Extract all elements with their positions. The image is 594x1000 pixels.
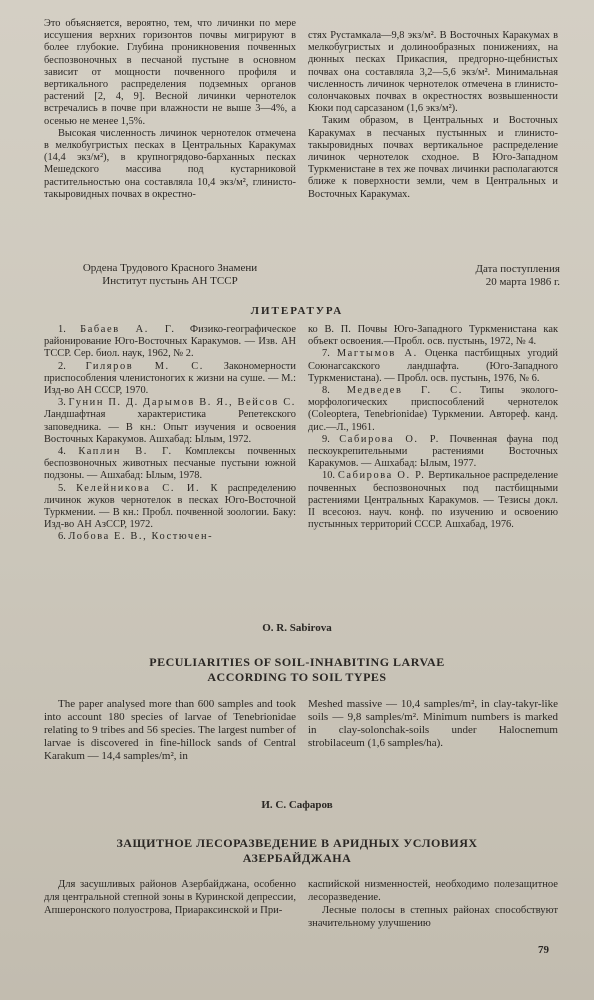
received-value: 20 марта 1986 г. — [485, 275, 560, 288]
reference-item — [44, 361, 296, 398]
reference-text: Закономерности приспособления членистоногих к жизни на суше. — М.: Изд-во АН СССР, 1970. — [44, 360, 296, 397]
reference-number: 6. — [58, 531, 66, 543]
paragraph: The paper analysed more than 600 samples and took into account 180 species of larvae of Tenebrionidae relating to 9 tribes and 56 species. The largest number of larvae is discovered in fine-hillock sands of Central Karakum — 14,4 samples/m², in — [44, 698, 296, 762]
affiliation-line: Институт пустынь АН ТССР — [102, 274, 238, 287]
paragraph: Это объясняется, вероятно, тем, что личинки по мере иссушения верхних горизонтов почвы мигрируют в более глубокие. Глубина проникновения почвенных беспозвоночных в песчаной пустыне в основном зависит от мощности почвенного профиля и вертикального распределения подземных органов растений [2, 4, 9]. Весной личинки чернотелок встречались в почве при влажности не выше 3—4%, а осенью не менее 1,5%. — [44, 18, 296, 127]
abstract-title-line: PECULIARITIES OF SOIL-INHABITING LARVAE — [149, 655, 445, 669]
reference-item — [308, 434, 558, 471]
intro-right-column — [308, 30, 558, 201]
reference-author: Каплин В. Г. — [78, 446, 173, 458]
reference-number: 2. — [58, 360, 66, 372]
literature-heading: ЛИТЕРАТУРА — [250, 305, 344, 317]
next-article-left-column — [44, 878, 296, 917]
intro-left-column — [44, 18, 296, 201]
next-article-title-line: ЗАЩИТНОЕ ЛЕСОРАЗВЕДЕНИЕ В АРИДНЫХ УСЛОВИЯХ — [116, 836, 478, 850]
reference-author: Гиляров М. С. — [85, 360, 204, 372]
paragraph: Лесные полосы в степных районах способствуют значительному улучшению — [308, 905, 558, 929]
reference-item — [308, 385, 558, 434]
paragraph: Высокая численность личинок чернотелок отмечена в мелкобугристых песках в Центральных Каракумах (14,4 экз/м²), в крупногрядово-барханных песках Мешедского массива под кустарниковой растительностью она составляла 10,4 экз/м², глинисто-такыровидных почвах в окрестно- — [44, 127, 296, 200]
reference-number: 9. — [322, 433, 330, 445]
reference-text: К распределению личинок жуков чернотелок в песках Юго-Восточной Туркмении. — В кн.: Пробл. почвенной зоологии. Баку: Изд-во АН АзССР, 1972. — [44, 482, 296, 531]
reference-text: Типы эколого-морфологических приспособлений чернотелок (Coleoptera, Tenebrionidae) Туркмении. Автореф. канд. дис.—Л., 1961. — [308, 385, 558, 433]
reference-number: 10. — [322, 470, 335, 482]
next-article-title-line: АЗЕРБАЙДЖАНА — [242, 851, 352, 865]
reference-number: 3. — [58, 397, 66, 409]
reference-item — [44, 324, 296, 361]
paragraph: Meshed massive — 10,4 samples/m², in clay-takyr-like soils — 9,8 samples/m². Minimum numbers is marked in clay-solonchak-soils under Halocnemum strobilaceum (1,6 samples/ha). — [308, 698, 558, 749]
abstract-author: O. R. Sabirova — [262, 622, 332, 634]
affiliation — [50, 262, 290, 287]
paragraph: стях Рустамкала—9,8 экз/м². В Восточных Каракумах в мелкобугристых и долинообразных понижениях, на дюнных песках Прикаспия, предгорно-щебнистых почвах она составляла 3,2—5,6 экз/м². Минимальная численность личинок чернотелок отмечена в глинисто-солончаковых почвах в окрестностях возвышенности Кюки под сарсазаном (1,6 экз/м²). — [308, 30, 558, 115]
reference-item — [44, 446, 296, 483]
reference-author: Магтымов А. — [336, 348, 418, 360]
affiliation-line: Ордена Трудового Красного Знамени — [82, 262, 258, 274]
next-article-author: И. С. Сафаров — [261, 799, 333, 811]
reference-item — [44, 483, 296, 532]
next-article-right-column — [308, 878, 558, 930]
reference-author: Бабаев А. Г. — [80, 324, 176, 335]
reference-author: Келейникова С. И. — [76, 482, 201, 494]
references-left-column — [44, 324, 296, 544]
reference-item — [44, 531, 296, 543]
received-date — [420, 263, 560, 288]
reference-number: 1. — [58, 324, 66, 335]
reference-author: Лобова Е. В., Костючен- — [68, 531, 214, 543]
abstract-left-column — [44, 698, 296, 763]
reference-text: Почвенная фауна под пескоукрепительными растениями Восточных Каракумов. — Ашхабад: Ылым, 1977. — [308, 433, 558, 470]
reference-number: 7. — [322, 348, 330, 360]
page-number: 79 — [538, 944, 549, 956]
reference-number: 8. — [322, 385, 330, 397]
reference-text: Оценка пастбищных угодий Союнагсакского ландшафта. (Юго-Западного Туркменистана). — Пробл. осв. пустынь, 1976, № 6. — [308, 348, 558, 384]
abstract-title — [0, 655, 594, 685]
reference-number: 5. — [58, 482, 66, 494]
abstract-title-line: ACCORDING TO SOIL TYPES — [207, 670, 387, 684]
reference-text: Физико-географическое районирование Юго-Восточных Каракумов. — Изв. АН ТССР. Сер. биол. наук, 1962, № 2. — [44, 324, 296, 360]
reference-number: 4. — [58, 446, 66, 458]
reference-item — [44, 397, 296, 446]
reference-item — [308, 324, 558, 348]
reference-text: Вертикальное распределение почвенных беспозвоночных под пастбищными растениями Центральных Каракумов. — Тезисы докл. II всесоюз. науч. конф. по изучению и освоению пустынных территорий СССР. Ашхабад, 1976. — [308, 470, 558, 531]
reference-item — [308, 348, 558, 385]
reference-author: Сабирова О. Р. — [337, 470, 426, 482]
reference-text: ко В. П. Почвы Юго-Западного Туркменистана как объект освоения.—Пробл. осв. пустынь, 1972, № 4. — [308, 324, 558, 348]
paragraph: Для засушливых районов Азербайджана, особенно для центральной степной зоны в Куринской депрессии, Апшеронского полуострова, Приараксинской и При- — [44, 879, 296, 916]
paragraph: Таким образом, в Центральных и Восточных Каракумах в песчаных пустынных и глинисто-такыровидных почвах вертикальное распределение личинок чернотелок сходное. В Юго-Западном Туркменистане в тех же почвах личинки располагаются ближе к поверхности земли, чем в Центральных и Восточных Каракумах. — [308, 115, 558, 200]
reference-text: Ландшафтная характеристика Репетекского заповедника. — В кн.: Опыт изучения и освоения Восточных Каракумов. Ашхабад: Ылым, 1972. — [44, 409, 296, 445]
reference-text: Комплексы почвенных беспозвоночных животных песчаные пустыни южной подзоны. — Ашхабад: Ылым, 1978. — [44, 446, 296, 482]
abstract-right-column — [308, 698, 558, 750]
next-article-title — [0, 836, 594, 866]
reference-author: Гунин П. Д. Дарымов В. Я., Вейсов С. — [68, 397, 296, 409]
references-right-column — [308, 324, 558, 531]
reference-author: Сабирова О. Р. — [339, 433, 440, 445]
reference-author: Медведев Г. С. — [346, 385, 463, 397]
paragraph: каспийской низменностей, необходимо полезащитное лесоразведение. — [308, 879, 558, 903]
received-label: Дата поступления — [475, 263, 560, 275]
reference-item — [308, 470, 558, 531]
